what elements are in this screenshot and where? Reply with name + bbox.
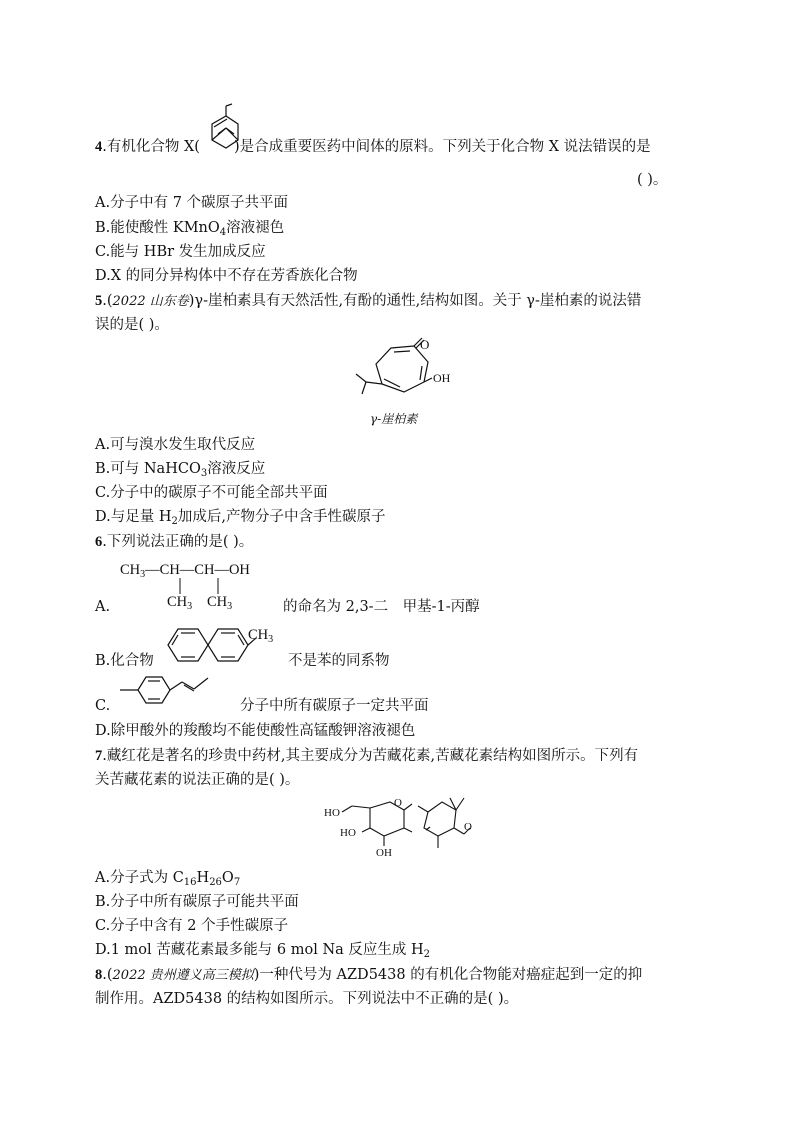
q7-stem-line2: 关苦藏花素的说法正确的是( )。 <box>95 772 300 788</box>
q6-stem-text: .下列说法正确的是( )。 <box>102 534 254 550</box>
q6-number: 6 <box>95 534 103 550</box>
thujaplicin-structure <box>336 334 466 414</box>
q5-source: 2022 山东卷 <box>112 294 189 309</box>
q5-stem: 5.(2022 山东卷)γ-崖柏素具有天然活性,有酚的通性,结构如图。关于 γ-崖柏素的说法错 <box>95 293 642 309</box>
q4-option-b: B.能使酸性 KMnO$_4$溶液褪色 <box>95 220 285 238</box>
q4-option-a: A.分子中有 7 个碳原子共平面 <box>95 195 289 211</box>
q4-option-d: D.X 的同分异构体中不存在芳香族化合物 <box>95 268 358 284</box>
q8-stem-rest: )一种代号为 AZD5438 的有机化合物能对癌症起到一定的抑 <box>253 967 643 983</box>
q6-option-c-label: C. <box>95 698 111 714</box>
q7-option-b: B.分子中所有碳原子可能共平面 <box>95 894 299 910</box>
q5-number: 5 <box>95 293 103 309</box>
q5-option-a: A.可与溴水发生取代反应 <box>95 437 256 453</box>
aldehyde-oxygen-label: O <box>464 821 472 833</box>
q5-figure-caption: γ-崖柏素 <box>370 412 418 426</box>
q6-option-a-label: A. <box>95 599 111 615</box>
ho-label-1: HO <box>324 807 340 819</box>
q6a-branch-ch3-1: $CH_3$ <box>167 594 193 612</box>
q6-option-c-text: 分子中所有碳原子一定共平面 <box>240 698 429 714</box>
oh-label: OH <box>376 847 392 859</box>
q7-number: 7 <box>95 748 103 764</box>
pinene-structure <box>204 104 244 160</box>
q8-source: 2022 贵州遵义高三模拟 <box>112 968 254 983</box>
picrocrocin-structure <box>322 792 472 862</box>
q7-option-d: D.1 mol 苦藏花素最多能与 6 mol Na 反应生成 $H_2$ <box>95 942 431 960</box>
q5-option-d: D.与足量 $H_2$加成后,产物分子中含手性碳原子 <box>95 509 386 527</box>
q6-option-b-label: B.化合物 <box>95 653 154 669</box>
q4-stem-post: )是合成重要医药中间体的原料。下列关于化合物 X 说法错误的是 <box>233 139 651 155</box>
q8-number: 8 <box>95 967 103 983</box>
q6a-main-chain: $CH_3—CH—CH—OH$ <box>120 562 250 580</box>
q4-stem-pre: .有机化合物 X( <box>102 139 200 155</box>
propenyltoluene-structure <box>118 672 218 708</box>
q4-answer-paren: ( )。 <box>637 172 668 188</box>
q6a-branch-ch3-2: $CH_3$ <box>207 594 233 612</box>
q6-option-d: D.除甲酸外的羧酸均不能使酸性高锰酸钾溶液褪色 <box>95 723 416 739</box>
q7-stem <box>95 746 638 766</box>
q5-stem-rest: )γ-崖柏素具有天然活性,有酚的通性,结构如图。关于 γ-崖柏素的说法错 <box>188 293 642 309</box>
q5-option-c: C.分子中的碳原子不可能全部共平面 <box>95 485 328 501</box>
q6-option-a-text: 的命名为 2,3-二 甲基-1-丙醇 <box>283 599 480 615</box>
ring-oxygen-label: O <box>394 797 402 809</box>
ho-label-2: HO <box>340 827 356 839</box>
q5-option-b: B.可与 NaHCO$_3$溶液反应 <box>95 461 266 479</box>
q8-stem: 8.(2022 贵州遵义高三模拟)一种代号为 AZD5438 的有机化合物能对癌症起到一定的抑 <box>95 967 643 983</box>
hydroxyl-label: OH <box>433 371 451 385</box>
q8-stem-line2: 制作用。AZD5438 的结构如图所示。下列说法中不正确的是( )。 <box>95 991 519 1007</box>
q5-stem-line2: 误的是( )。 <box>95 317 169 333</box>
q4-stem <box>95 137 651 157</box>
q4-option-c: C.能与 HBr 发生加成反应 <box>95 244 266 260</box>
q4-number: 4 <box>95 139 103 155</box>
q7-stem-line1: .藏红花是著名的珍贵中药材,其主要成分为苦藏花素,苦藏花素结构如图所示。下列有 <box>102 748 639 764</box>
q6-stem <box>95 532 253 552</box>
q6b-methyl-label: $CH_3$ <box>248 627 274 645</box>
ketone-oxygen-label: O <box>420 337 430 352</box>
q7-option-c: C.分子中含有 2 个手性碳原子 <box>95 918 289 934</box>
q7-option-a: A.分子式为 $C_{16}H_{26}O_7$ <box>95 870 241 888</box>
q6-option-b-text: 不是苯的同系物 <box>288 653 390 669</box>
